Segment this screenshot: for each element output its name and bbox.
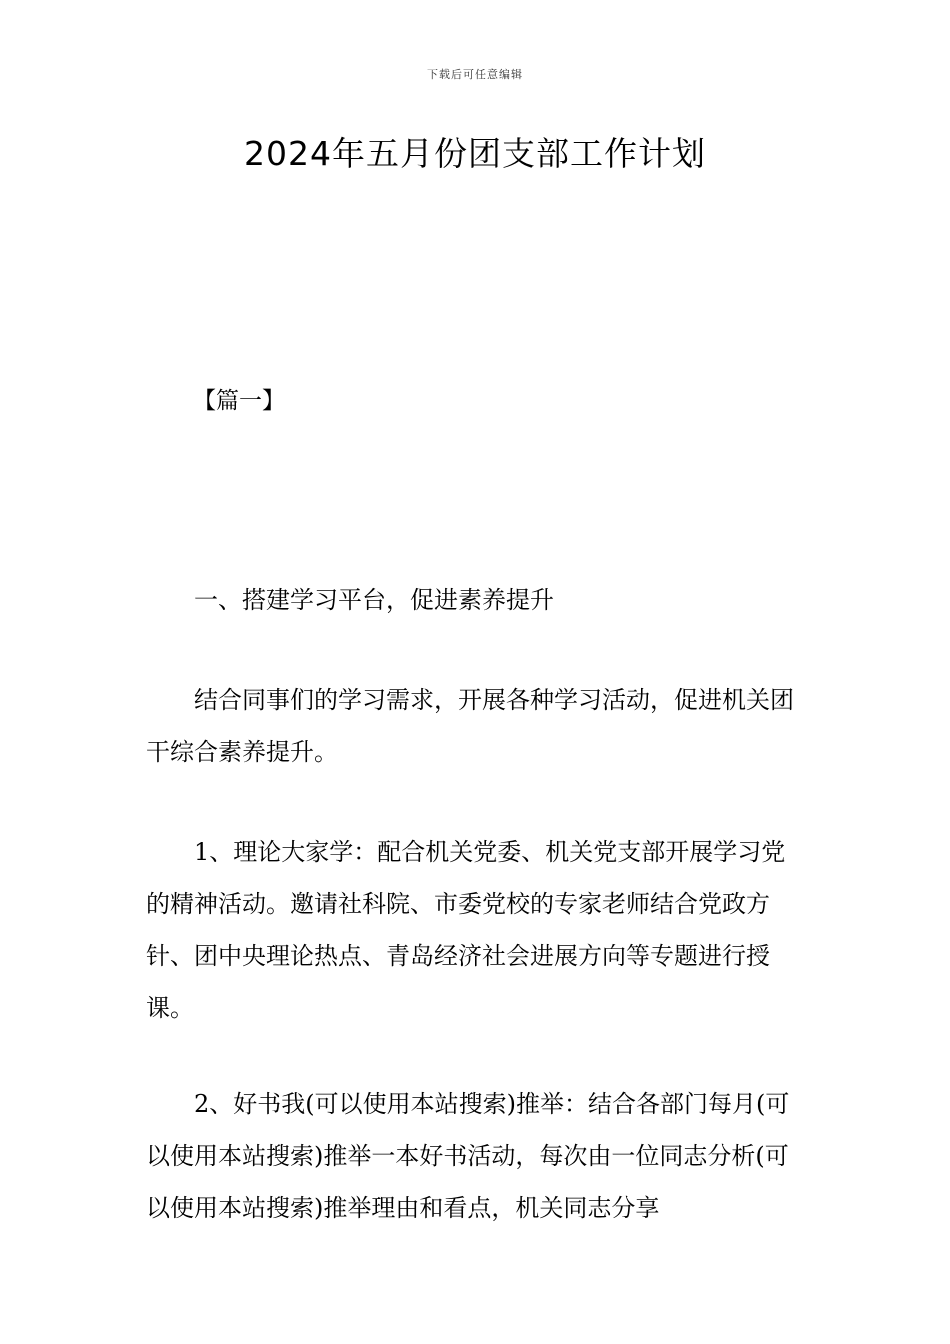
section-heading: 一、搭建学习平台，促进素养提升 bbox=[194, 586, 554, 614]
section-label: 【篇一】 bbox=[193, 388, 285, 414]
document-title: 2024年五月份团支部工作计划 bbox=[244, 134, 706, 173]
paragraph-book-recommendation: 2、好书我(可以使用本站搜索)推举：结合各部门每月(可以使用本站搜索)推举一本好书活动，每次由一位同志分析(可以使用本站搜索)推举理由和看点，机关同志分享 bbox=[146, 1090, 790, 1222]
header-note: 下载后可任意编辑 bbox=[427, 68, 523, 81]
paragraph-theory-study: 1、理论大家学：配合机关党委、机关党支部开展学习党的精神活动。邀请社科院、市委党校的专家老师结合党政方针、团中央理论热点、青岛经济社会进展方向等专题进行授课。 bbox=[146, 838, 786, 1022]
paragraph-intro: 结合同事们的学习需求，开展各种学习活动，促进机关团干综合素养提升。 bbox=[146, 686, 794, 766]
